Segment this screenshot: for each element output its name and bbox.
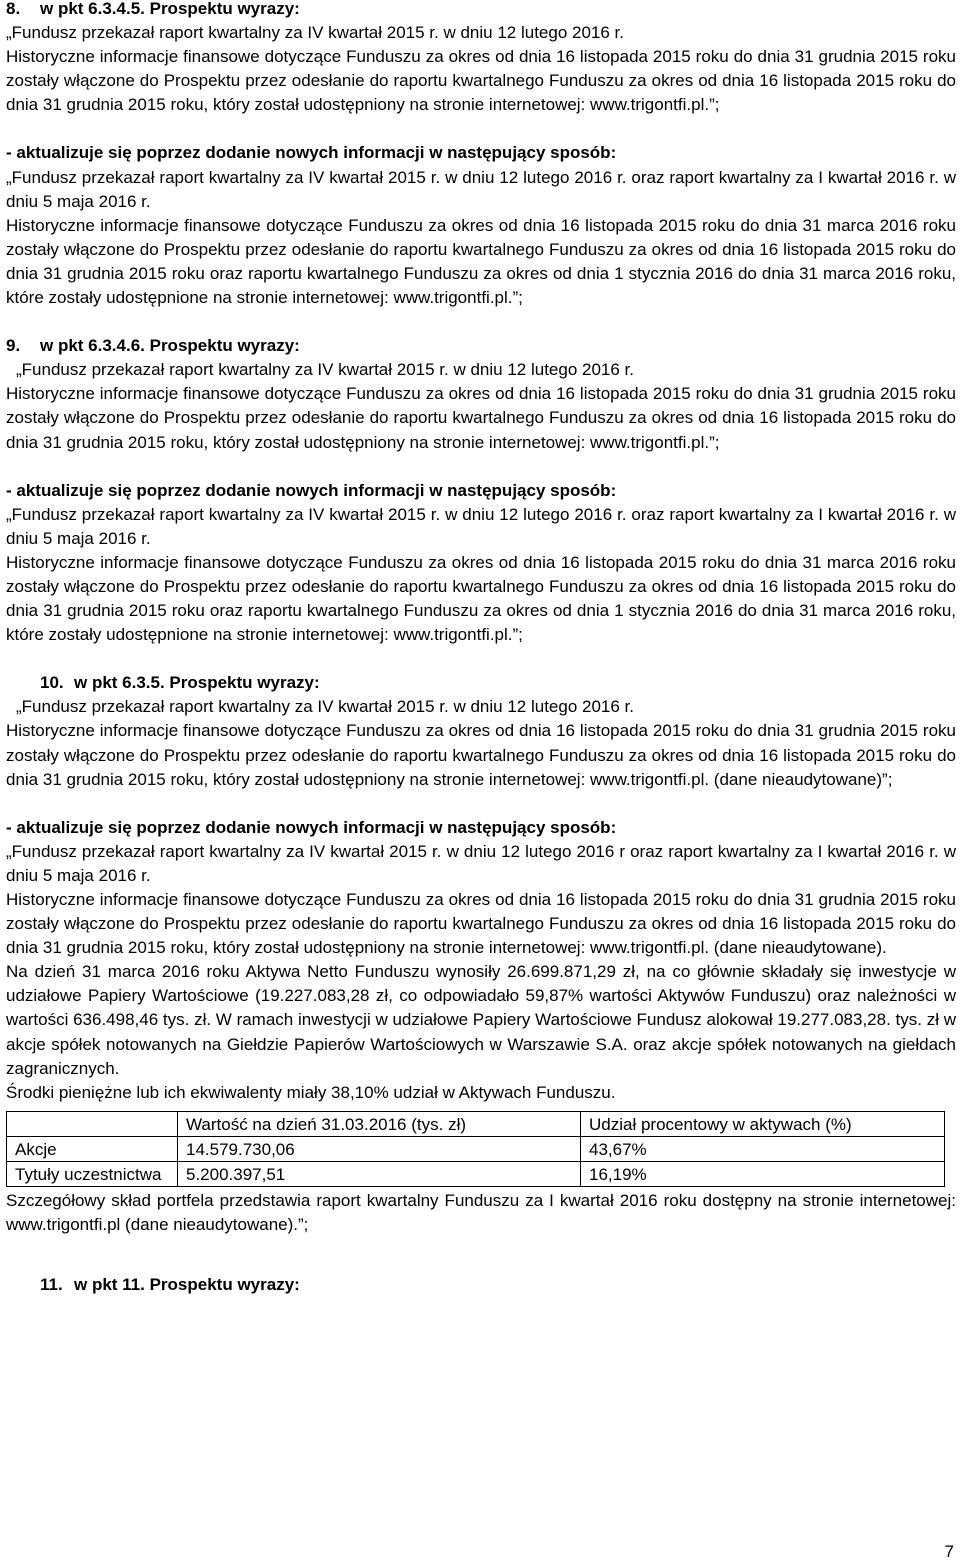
section-8-title: w pkt 6.3.4.5. Prospektu wyrazy: [40,0,300,18]
section-9-title: w pkt 6.3.4.6. Prospektu wyrazy: [40,336,300,356]
table-cell-value: 14.579.730,06 [178,1136,581,1161]
spacer [6,455,956,479]
section-10-number: 10. [40,673,64,693]
spacer [6,1261,956,1273]
section-10-quote-old: „Fundusz przekazał raport kwartalny za IV kwartał 2015 r. w dniu 12 lutego 2016 r. [16,697,634,717]
spacer [6,647,956,671]
table-header-cell: Wartość na dzień 31.03.2016 (tys. zł) [178,1111,581,1136]
section-8-quote-new: „Fundusz przekazał raport kwartalny za IV kwartał 2015 r. w dniu 12 lutego 2016 r. oraz raport kwartalny za I kwartał 2016 r. w dniu 5 maja 2016 r. [6,167,956,211]
table-row [7,1136,945,1161]
section-9-quote-new: „Fundusz przekazał raport kwartalny za IV kwartał 2015 r. w dniu 12 lutego 2016 r. oraz raport kwartalny za I kwartał 2016 r. w dniu 5 maja 2016 r. [6,504,956,548]
section-10-quote-new: „Fundusz przekazał raport kwartalny za IV kwartał 2015 r. w dniu 12 lutego 2016 r oraz raport kwartalny za I kwartał 2016 r. w dniu 5 maja 2016 r. [6,841,956,885]
section-10-assets-text: Na dzień 31 marca 2016 roku Aktywa Netto Funduszu wynosiły 26.699.871,29 zł, na co głównie składały się inwestycje w udziałowe Papiery Wartościowe (19.227.083,28 zł, co odpowiadało 59,87% wartości Aktywów Funduszu) oraz należności w wartości 636.498,46 tys. zł. W ramach inwestycji w udziałowe Papiery Wartościowe Fundusz alokował 19.277.083,28. tys. zł w akcje spółek notowanych na Giełdzie Papierów Wartościowych w Warszawie S.A. oraz akcje spółek notowanych na giełdach zagranicznych. [6,962,956,1078]
section-10-heading [6,671,956,695]
section-11-heading [6,1273,956,1297]
spacer [6,310,956,334]
section-8-text-new: Historyczne informacje finansowe dotyczące Funduszu za okres od dnia 16 listopada 2015 roku do dnia 31 marca 2016 roku zostały włączone do Prospektu przez odesłanie do raportu kwartalnego Funduszu za okres od dnia 16 listopada 2015 roku do dnia 31 grudnia 2015 roku oraz raportu kwartalnego Funduszu za okres od dnia 1 stycznia 2016 do dnia 31 marca 2016 roku, które zostały udostępnione na stronie internetowej: www.trigontfi.pl.”; [6,215,956,308]
section-8-update-note: - aktualizuje się poprzez dodanie nowych informacji w następujący sposób: [6,143,617,163]
table-cell-share: 16,19% [581,1161,945,1186]
section-10-title: w pkt 6.3.5. Prospektu wyrazy: [74,673,320,693]
section-11-number: 11. [40,1275,63,1295]
table-cell-value: 5.200.397,51 [178,1161,581,1186]
document-page [6,0,956,1297]
section-10-text-old: Historyczne informacje finansowe dotyczące Funduszu za okres od dnia 16 listopada 2015 roku do dnia 31 grudnia 2015 roku zostały włączone do Prospektu przez odesłanie do raportu kwartalnego Funduszu za okres od dnia 16 listopada 2015 roku do dnia 31 grudnia 2015 roku, który został udostępniony na stronie internetowej: www.trigontfi.pl. (dane nieaudytowane)”; [6,721,956,789]
section-8-quote-old: „Fundusz przekazał raport kwartalny za IV kwartał 2015 r. w dniu 12 lutego 2016 r. [6,23,624,43]
table-cell-name: Tytuły uczestnictwa [7,1161,178,1186]
section-9-number: 9. [6,336,21,356]
table-cell-name: Akcje [7,1136,178,1161]
section-10-portfolio-text: Szczegółowy skład portfela przedstawia raport kwartalny Funduszu za I kwartał 2016 roku dostępny na stronie internetowej: www.trigontfi.pl (dane nieaudytowane).”; [6,1190,956,1234]
spacer [6,1237,956,1261]
table-row [7,1161,945,1186]
section-11-title: w pkt 11. Prospektu wyrazy: [74,1275,300,1295]
section-9-quote-old: „Fundusz przekazał raport kwartalny za IV kwartał 2015 r. w dniu 12 lutego 2016 r. [16,360,634,380]
spacer [6,117,956,141]
section-8-number: 8. [6,0,21,18]
table-cell-share: 43,67% [581,1136,945,1161]
asset-allocation-table [6,1111,945,1187]
section-9-heading [6,334,956,358]
table-header-cell [7,1111,178,1136]
section-9-text-new: Historyczne informacje finansowe dotyczące Funduszu za okres od dnia 16 listopada 2015 roku do dnia 31 marca 2016 roku zostały włączone do Prospektu przez odesłanie do raportu kwartalnego Funduszu za okres od dnia 16 listopada 2015 roku do dnia 31 grudnia 2015 roku oraz raportu kwartalnego Funduszu za okres od dnia 1 stycznia 2016 do dnia 31 marca 2016 roku, które zostały udostępnione na stronie internetowej: www.trigontfi.pl.”; [6,552,956,645]
section-10-cash-text: Środki pieniężne lub ich ekwiwalenty miały 38,10% udział w Aktywach Funduszu. [6,1082,616,1102]
section-10-text-new: Historyczne informacje finansowe dotyczące Funduszu za okres od dnia 16 listopada 2015 roku do dnia 31 grudnia 2015 roku zostały włączone do Prospektu przez odesłanie do raportu kwartalnego Funduszu za okres od dnia 16 listopada 2015 roku do dnia 31 grudnia 2015 roku, który został udostępniony na stronie internetowej: www.trigontfi.pl. (dane nieaudytowane). [6,890,956,958]
spacer [6,792,956,816]
section-8-text-old: Historyczne informacje finansowe dotyczące Funduszu za okres od dnia 16 listopada 2015 roku do dnia 31 grudnia 2015 roku zostały włączone do Prospektu przez odesłanie do raportu kwartalnego Funduszu za okres od dnia 16 listopada 2015 roku do dnia 31 grudnia 2015 roku, który został udostępniony na stronie internetowej: www.trigontfi.pl.”; [6,47,956,115]
table-header-row [7,1111,945,1136]
section-9-update-note: - aktualizuje się poprzez dodanie nowych informacji w następujący sposób: [6,480,617,500]
table-header-cell: Udział procentowy w aktywach (%) [581,1111,945,1136]
page-number: 7 [944,1542,954,1561]
section-9-text-old: Historyczne informacje finansowe dotyczące Funduszu za okres od dnia 16 listopada 2015 roku do dnia 31 grudnia 2015 roku zostały włączone do Prospektu przez odesłanie do raportu kwartalnego Funduszu za okres od dnia 16 listopada 2015 roku do dnia 31 grudnia 2015 roku, który został udostępniony na stronie internetowej: www.trigontfi.pl.”; [6,384,956,452]
section-10-update-note: - aktualizuje się poprzez dodanie nowych informacji w następujący sposób: [6,817,617,837]
section-8-heading [6,0,956,21]
